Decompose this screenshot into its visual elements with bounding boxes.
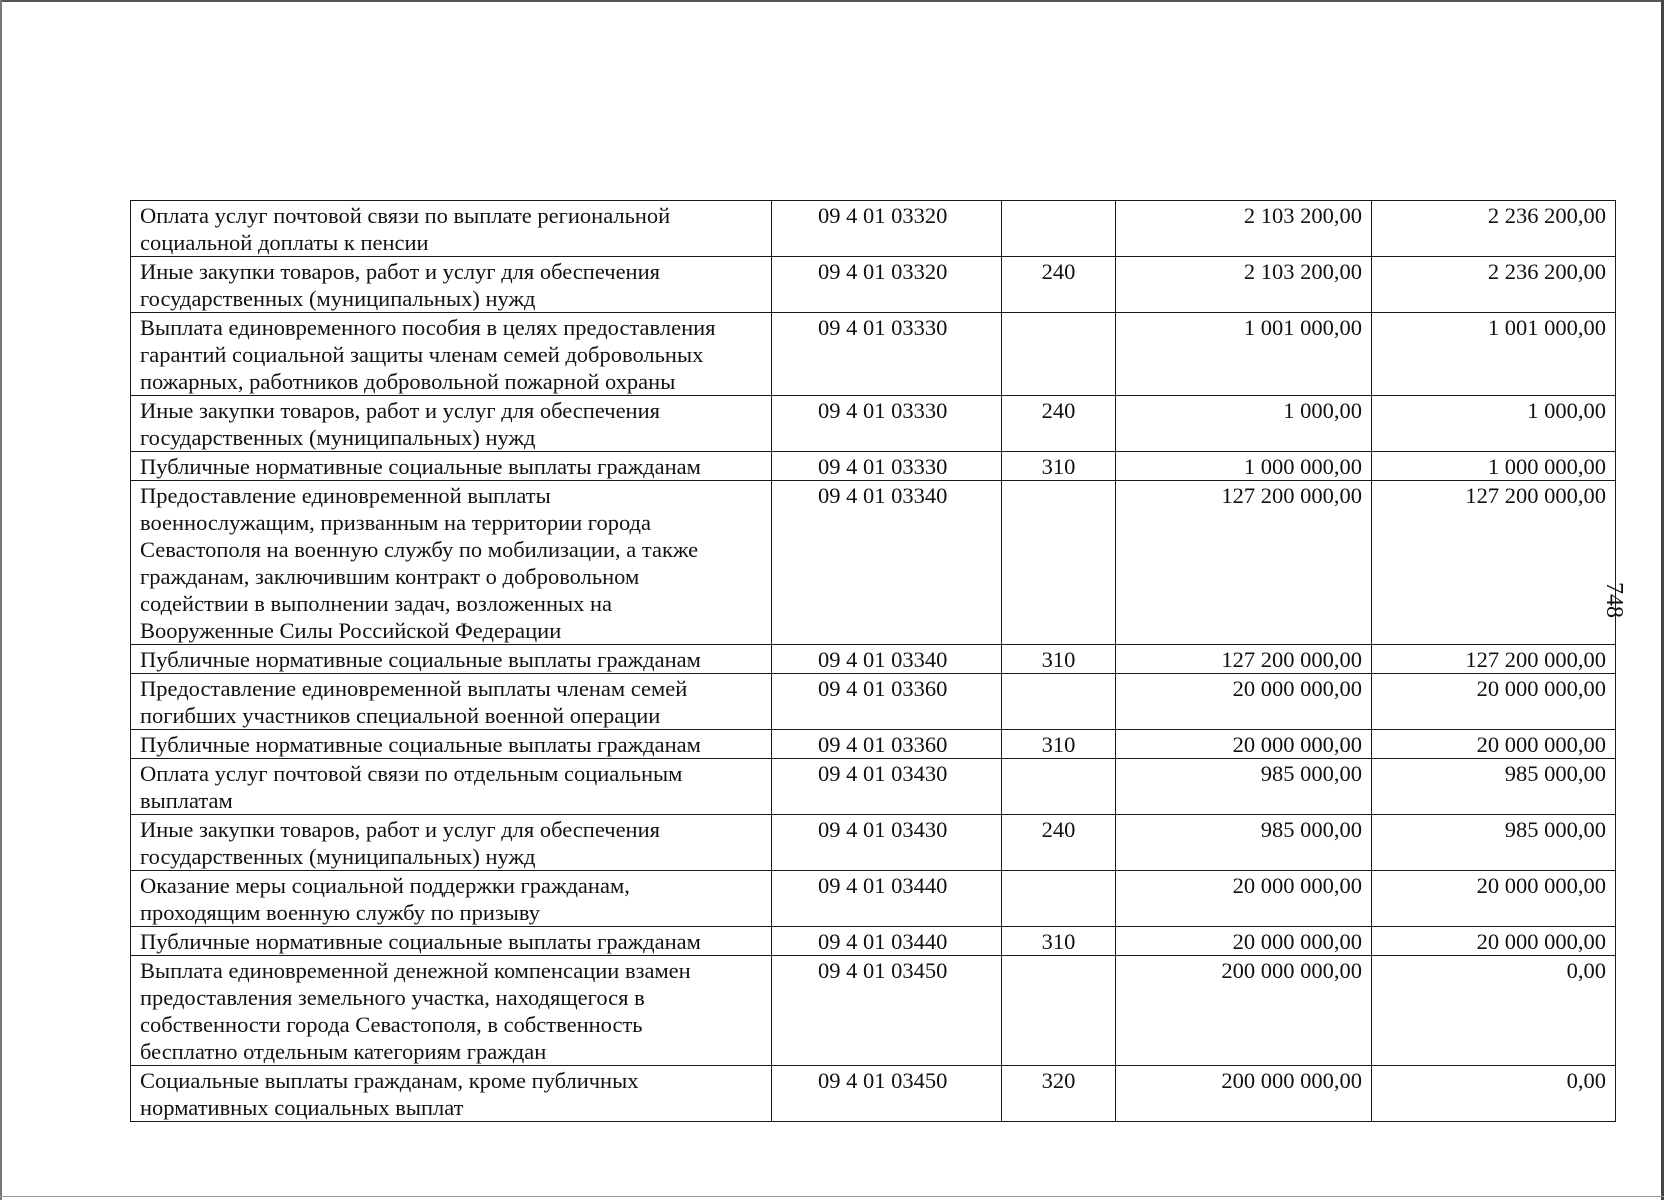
table-row — [131, 871, 1616, 927]
expense-type-code: 310 — [1002, 927, 1116, 956]
target-article-code: 09 4 01 03430 — [772, 815, 1002, 871]
amount-year-2: 985 000,00 — [1372, 759, 1616, 815]
item-name: Оказание меры социальной поддержки гражданам, проходящим военную службу по призыву — [131, 871, 772, 927]
expense-type-code — [1002, 759, 1116, 815]
expense-type-code: 240 — [1002, 815, 1116, 871]
amount-year-1: 200 000 000,00 — [1116, 956, 1372, 1066]
table-body — [131, 201, 1616, 1122]
expense-type-code: 240 — [1002, 396, 1116, 452]
item-name: Оплата услуг почтовой связи по выплате региональной социальной доплаты к пенсии — [131, 201, 772, 257]
item-name: Публичные нормативные социальные выплаты гражданам — [131, 452, 772, 481]
amount-year-2: 1 000,00 — [1372, 396, 1616, 452]
amount-year-2: 0,00 — [1372, 1066, 1616, 1122]
item-name: Публичные нормативные социальные выплаты гражданам — [131, 927, 772, 956]
item-name: Выплата единовременного пособия в целях предоставления гарантий социальной защиты членам семей добровольных пожарных, работников добровольной пожарной охраны — [131, 313, 772, 396]
item-name: Публичные нормативные социальные выплаты гражданам — [131, 730, 772, 759]
target-article-code: 09 4 01 03340 — [772, 645, 1002, 674]
scan-edge-top — [0, 0, 1664, 2]
amount-year-2: 20 000 000,00 — [1372, 927, 1616, 956]
amount-year-1: 2 103 200,00 — [1116, 257, 1372, 313]
target-article-code: 09 4 01 03320 — [772, 201, 1002, 257]
expense-type-code — [1002, 871, 1116, 927]
scan-edge-bottom — [0, 1196, 1664, 1197]
table-row — [131, 815, 1616, 871]
amount-year-1: 127 200 000,00 — [1116, 645, 1372, 674]
expense-type-code: 310 — [1002, 645, 1116, 674]
amount-year-1: 1 000 000,00 — [1116, 452, 1372, 481]
target-article-code: 09 4 01 03430 — [772, 759, 1002, 815]
amount-year-2: 20 000 000,00 — [1372, 871, 1616, 927]
amount-year-1: 20 000 000,00 — [1116, 871, 1372, 927]
table-row — [131, 730, 1616, 759]
table-row — [131, 674, 1616, 730]
amount-year-1: 1 001 000,00 — [1116, 313, 1372, 396]
item-name: Социальные выплаты гражданам, кроме публичных нормативных социальных выплат — [131, 1066, 772, 1122]
expense-type-code: 320 — [1002, 1066, 1116, 1122]
amount-year-1: 20 000 000,00 — [1116, 927, 1372, 956]
amount-year-2: 20 000 000,00 — [1372, 730, 1616, 759]
target-article-code: 09 4 01 03320 — [772, 257, 1002, 313]
target-article-code: 09 4 01 03330 — [772, 313, 1002, 396]
amount-year-2: 127 200 000,00 — [1372, 481, 1616, 645]
target-article-code: 09 4 01 03440 — [772, 927, 1002, 956]
amount-year-1: 200 000 000,00 — [1116, 1066, 1372, 1122]
table-row — [131, 1066, 1616, 1122]
amount-year-1: 2 103 200,00 — [1116, 201, 1372, 257]
target-article-code: 09 4 01 03360 — [772, 730, 1002, 759]
table-row — [131, 645, 1616, 674]
item-name: Предоставление единовременной выплаты военнослужащим, призванным на территории города Севастополя на военную службу по мобилизации, а также гражданам, заключившим контракт о добровольном содействии в выполнении задач, возложенных на Вооруженные Силы Российской Федерации — [131, 481, 772, 645]
amount-year-1: 985 000,00 — [1116, 759, 1372, 815]
amount-year-2: 2 236 200,00 — [1372, 257, 1616, 313]
amount-year-2: 2 236 200,00 — [1372, 201, 1616, 257]
table-row — [131, 956, 1616, 1066]
target-article-code: 09 4 01 03340 — [772, 481, 1002, 645]
amount-year-1: 20 000 000,00 — [1116, 730, 1372, 759]
expense-type-code — [1002, 956, 1116, 1066]
target-article-code: 09 4 01 03360 — [772, 674, 1002, 730]
amount-year-2: 127 200 000,00 — [1372, 645, 1616, 674]
amount-year-2: 1 001 000,00 — [1372, 313, 1616, 396]
amount-year-2: 0,00 — [1372, 956, 1616, 1066]
item-name: Предоставление единовременной выплаты членам семей погибших участников специальной военной операции — [131, 674, 772, 730]
target-article-code: 09 4 01 03330 — [772, 452, 1002, 481]
target-article-code: 09 4 01 03330 — [772, 396, 1002, 452]
expense-type-code — [1002, 674, 1116, 730]
amount-year-1: 1 000,00 — [1116, 396, 1372, 452]
table-row — [131, 201, 1616, 257]
target-article-code: 09 4 01 03450 — [772, 956, 1002, 1066]
item-name: Оплата услуг почтовой связи по отдельным социальным выплатам — [131, 759, 772, 815]
scan-edge-left — [0, 0, 2, 1200]
target-article-code: 09 4 01 03440 — [772, 871, 1002, 927]
expense-type-code: 310 — [1002, 452, 1116, 481]
table-row — [131, 396, 1616, 452]
amount-year-2: 1 000 000,00 — [1372, 452, 1616, 481]
table-row — [131, 927, 1616, 956]
table-row — [131, 759, 1616, 815]
target-article-code: 09 4 01 03450 — [772, 1066, 1002, 1122]
expense-type-code — [1002, 201, 1116, 257]
expense-type-code: 310 — [1002, 730, 1116, 759]
table-row — [131, 313, 1616, 396]
item-name: Выплата единовременной денежной компенсации взамен предоставления земельного участка, находящегося в собственности города Севастополя, в собственность бесплатно отдельным категориям граждан — [131, 956, 772, 1066]
item-name: Иные закупки товаров, работ и услуг для обеспечения государственных (муниципальных) нужд — [131, 815, 772, 871]
expense-type-code — [1002, 481, 1116, 645]
expense-type-code — [1002, 313, 1116, 396]
table-row — [131, 257, 1616, 313]
budget-table — [130, 200, 1616, 1122]
item-name: Иные закупки товаров, работ и услуг для обеспечения государственных (муниципальных) нужд — [131, 396, 772, 452]
amount-year-1: 127 200 000,00 — [1116, 481, 1372, 645]
item-name: Иные закупки товаров, работ и услуг для обеспечения государственных (муниципальных) нужд — [131, 257, 772, 313]
table-row — [131, 452, 1616, 481]
amount-year-1: 985 000,00 — [1116, 815, 1372, 871]
amount-year-2: 20 000 000,00 — [1372, 674, 1616, 730]
page-number: 748 — [1601, 582, 1627, 618]
item-name: Публичные нормативные социальные выплаты гражданам — [131, 645, 772, 674]
amount-year-1: 20 000 000,00 — [1116, 674, 1372, 730]
expense-type-code: 240 — [1002, 257, 1116, 313]
amount-year-2: 985 000,00 — [1372, 815, 1616, 871]
table-row — [131, 481, 1616, 645]
